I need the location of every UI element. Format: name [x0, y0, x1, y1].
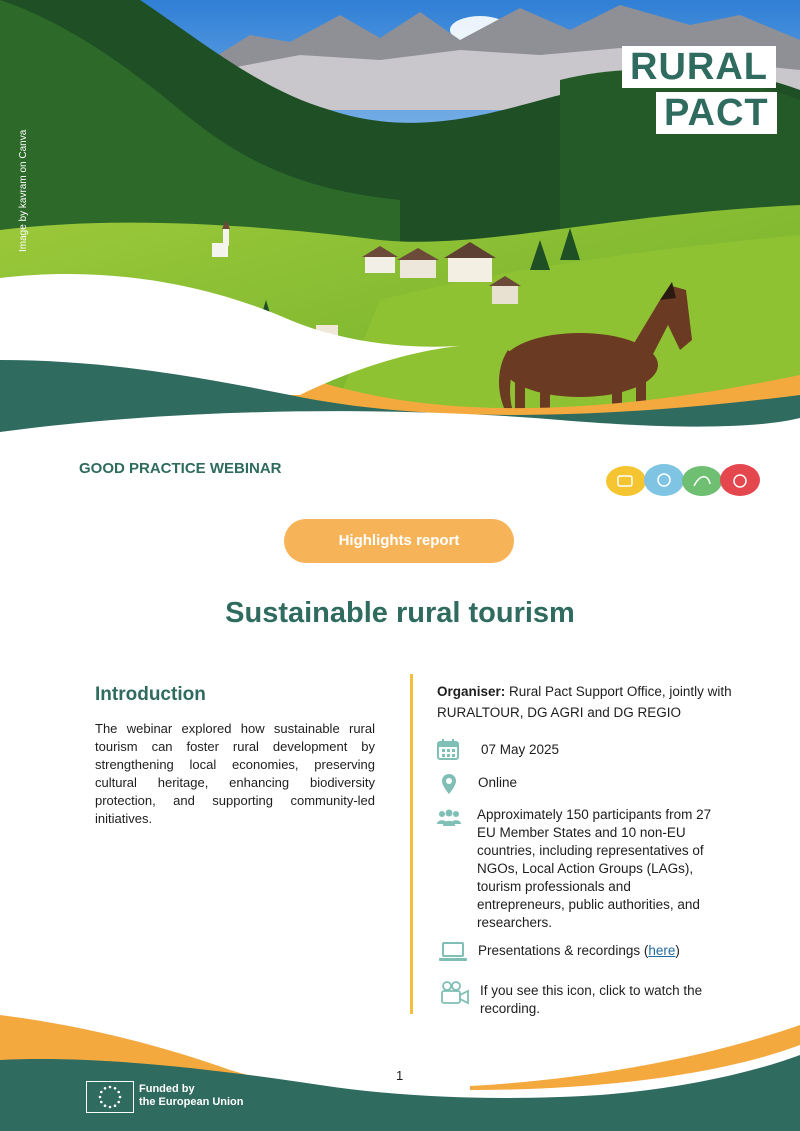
presentations-link[interactable]: here	[648, 943, 676, 958]
event-location: Online	[478, 775, 518, 790]
organiser-info	[437, 681, 737, 723]
event-date: 07 May 2025	[481, 742, 560, 757]
laptop-icon	[439, 942, 467, 962]
theme-bubbles-icon	[606, 462, 762, 498]
highlights-report-badge: Highlights report	[284, 519, 514, 563]
introduction-text: The webinar explored how sustainable rural tourism can foster rural development by strengthening local economies, preserving cultural heritage, enhancing biodiversity protection, and supporting community-led initiatives.	[95, 721, 375, 826]
document-category-label: GOOD PRACTICE WEBINAR	[79, 460, 282, 477]
image-credit: Image by kavram on Canva	[18, 129, 29, 252]
rural-pact-logo-line1: RURAL	[622, 46, 776, 88]
location-pin-icon	[441, 773, 457, 795]
presentations-suffix: )	[675, 943, 680, 958]
eu-funding-label	[139, 1083, 244, 1109]
presentations-line	[478, 942, 680, 960]
participants-description: Approximately 150 participants from 27 EU Member States and 10 non-EU countries, including representatives of NGOs, Local Action Groups (LAGs), tourism professionals and entrepreneurs, public authorities, and researchers.	[477, 807, 712, 930]
presentations-prefix: Presentations & recordings (	[478, 943, 649, 958]
video-icon-note: If you see this icon, click to watch the recording.	[480, 983, 703, 1016]
page-title: Sustainable rural tourism	[225, 597, 575, 629]
page-number: 1	[396, 1068, 404, 1083]
eu-flag-icon	[86, 1081, 134, 1113]
introduction-heading: Introduction	[95, 684, 206, 705]
calendar-icon	[437, 738, 459, 760]
participants-icon	[436, 809, 462, 827]
eu-funding-line2: the European Union	[139, 1096, 244, 1108]
rural-pact-logo-line2: PACT	[656, 92, 777, 134]
eu-funding-line1: Funded by	[139, 1083, 195, 1095]
organiser-label: Organiser:	[437, 684, 506, 699]
organiser-text: Rural Pact Support Office, jointly with RURALTOUR, DG AGRI and DG REGIO	[437, 684, 732, 720]
column-divider	[410, 674, 413, 1014]
